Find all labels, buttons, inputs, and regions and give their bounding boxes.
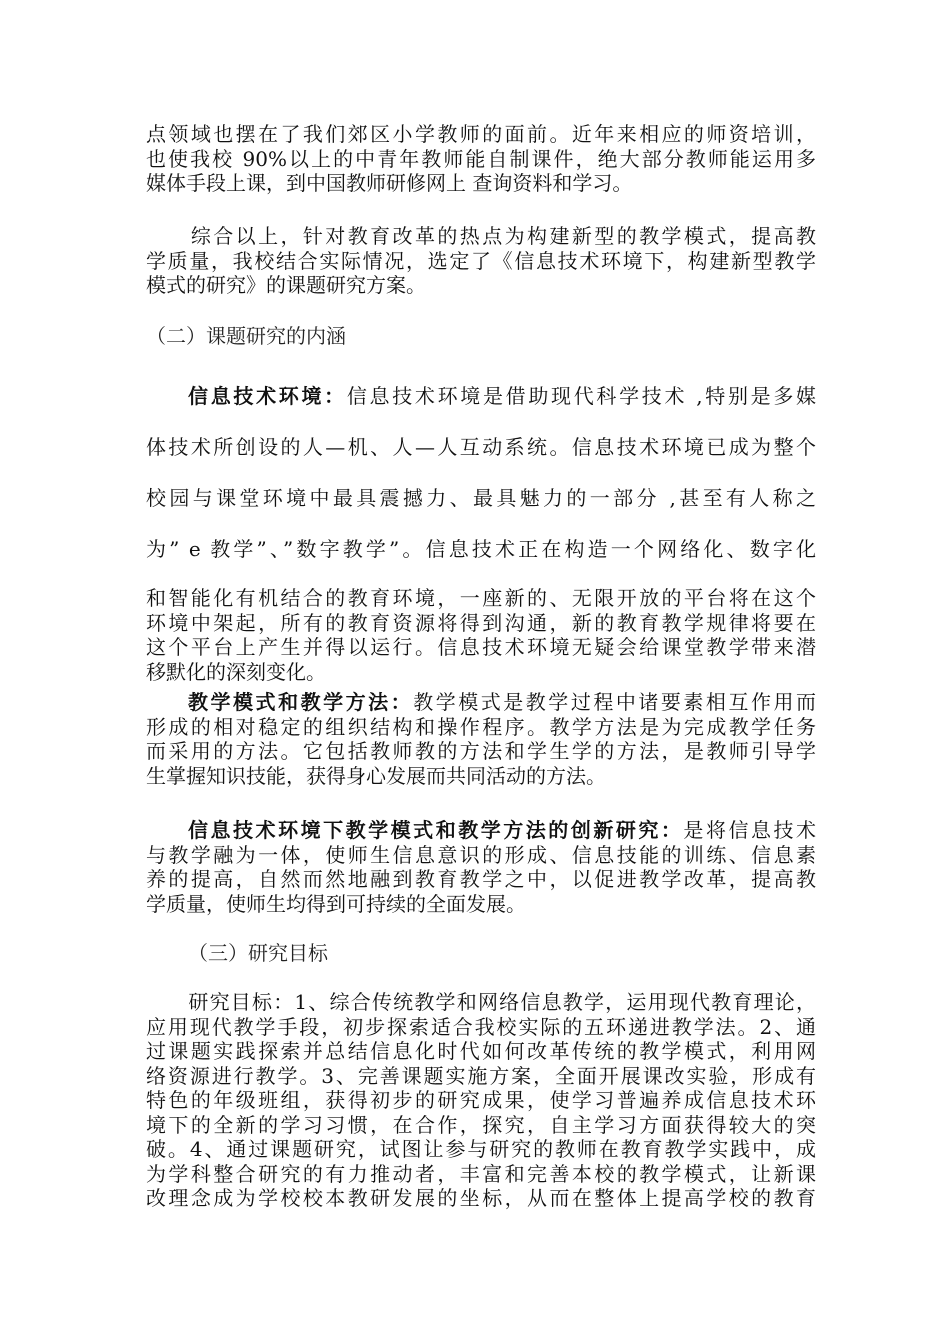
term-definition: 是将信息技术	[683, 818, 817, 842]
term-definition: 信息技术环境是借助现代科学技术 ,特别是多媒	[346, 384, 817, 408]
section-heading-research-goals: （三）研究目标	[188, 941, 328, 965]
text-line: 形成的相对稳定的组织结构和操作程序。教学方法是为完成教学任务	[146, 714, 816, 739]
paragraph-innovation-research	[146, 818, 816, 916]
paragraph-intro-continuation	[146, 122, 816, 196]
text-line: 模式的研究》的课题研究方案。	[146, 273, 426, 297]
section-heading-connotation: （二）课题研究的内涵	[146, 324, 346, 348]
text-line: 和智能化有机结合的教育环境，一座新的、无限开放的平台将在这个	[146, 586, 816, 610]
text-line: 为学科整合研究的有力推动者，丰富和完善本校的教学模式，让新课	[146, 1161, 816, 1186]
text-line: 特色的年级班组，获得初步的研究成果，使学习普遍养成信息技术环	[146, 1088, 816, 1112]
term-label: 信息技术环境下教学模式和教学方法的创新研究：	[188, 818, 684, 842]
paragraph-teaching-mode	[146, 690, 816, 788]
text-line	[146, 690, 816, 715]
paragraph-research-goals	[146, 990, 816, 1211]
paragraph-summary	[146, 224, 816, 298]
text-line: 改理念成为学校校本教研发展的坐标，从而在整体上提高学校的教育	[146, 1186, 816, 1210]
text-line: 为” e 教学”、”数字教学”。信息技术正在构造一个网络化、数字化	[146, 537, 816, 561]
text-line: 媒体手段上课，到中国教师研修网上 查询资料和学习。	[146, 171, 633, 195]
text-line: 学质量，使师生均得到可持续的全面发展。	[146, 891, 526, 916]
text-line: 养的提高，自然而然地融到教育教学之中，以促进教学改革，提高教	[146, 867, 816, 891]
text-line: 与教学融为一体，使师生信息意识的形成、信息技能的训练、信息素	[146, 842, 816, 867]
text-line: 点领域也摆在了我们郊区小学教师的面前。近年来相应的师资培训，	[146, 122, 816, 146]
text-line: 校园与课堂环境中最具震撼力、最具魅力的一部分 ,甚至有人称之	[146, 486, 816, 510]
text-line: 环境中架起，所有的教育资源将得到沟通，新的教育教学规律将要在	[146, 610, 816, 635]
text-line	[146, 382, 816, 433]
text-line: 学质量，我校结合实际情况，选定了《信息技术环境下，构建新型教学	[146, 248, 816, 273]
text-line: 过课题实践探索并总结信息化时代如何改革传统的教学模式，利用网	[146, 1039, 816, 1063]
text-line: 综合以上，针对教育改革的热点为构建新型的教学模式，提高教	[146, 224, 816, 248]
text-line: 研究目标：1、综合传统教学和网络信息教学，运用现代教育理论，	[146, 990, 816, 1014]
term-label: 教学模式和教学方法：	[188, 690, 414, 714]
text-line: 应用现代教学手段，初步探索适合我校实际的五环递进教学法。2、通	[146, 1014, 816, 1039]
text-line: 境下的全新的学习习惯，在合作，探究，自主学习方面获得较大的突	[146, 1112, 816, 1137]
text-line: 络资源进行教学。3、完善课题实施方案，全面开展课改实验，形成有	[146, 1063, 816, 1088]
term-definition: 教学模式是教学过程中诸要素相互作用而	[413, 690, 817, 714]
text-line	[146, 818, 816, 843]
text-line: 也使我校 90%以上的中青年教师能自制课件，绝大部分教师能运用多	[146, 146, 816, 171]
text-line: 体技术所创设的人—机、人—人互动系统。信息技术环境已成为整个	[146, 435, 816, 459]
text-line: 生掌握知识技能，获得身心发展而共同活动的方法。	[146, 763, 606, 788]
paragraph-it-environment	[146, 382, 816, 684]
text-line: 移默化的深刻变化。	[146, 659, 326, 684]
text-line: 而采用的方法。它包括教师教的方法和学生学的方法，是教师引导学	[146, 739, 816, 763]
text-line: 破。4、通过课题研究，试图让参与研究的教师在教育教学实践中，成	[146, 1137, 816, 1161]
term-label: 信息技术环境：	[188, 384, 347, 408]
text-line: 这个平台上产生并得以运行。信息技术环境无疑会给课堂教学带来潜	[146, 635, 816, 659]
